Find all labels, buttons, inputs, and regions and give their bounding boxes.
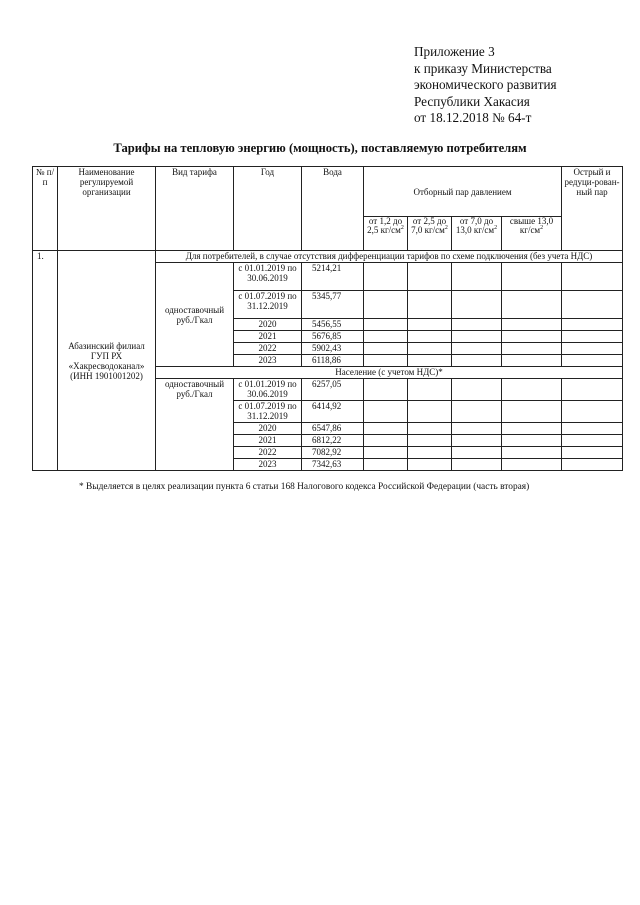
period-cell: 2023 bbox=[234, 355, 302, 367]
period-cell: с 01.07.2019 по 31.12.2019 bbox=[234, 291, 302, 319]
period-cell: с 01.01.2019 по 30.06.2019 bbox=[234, 379, 302, 401]
organization-name: Абазинский филиал ГУП РХ «Хакресводоканал» (ИНН 1901001202) bbox=[58, 251, 156, 471]
header-num: № п/п bbox=[33, 167, 58, 251]
section-heading: Население (с учетом НДС)* bbox=[156, 367, 623, 379]
period-cell: с 01.01.2019 по 30.06.2019 bbox=[234, 263, 302, 291]
water-value: 7342,63 bbox=[302, 459, 364, 471]
period-cell: 2021 bbox=[234, 331, 302, 343]
header-steam: Отборный пар давлением bbox=[364, 167, 562, 217]
footnote: * Выделяется в целях реализации пункта 6 статьи 168 Налогового кодекса Российской Федерации (часть вторая) bbox=[79, 482, 530, 492]
appendix-block bbox=[414, 44, 557, 127]
period-cell: 2020 bbox=[234, 319, 302, 331]
water-value: 5902,43 bbox=[302, 343, 364, 355]
water-value: 6414,92 bbox=[302, 401, 364, 423]
header-steam-sub: от 1,2 до 2,5 $кг/см^2$ bbox=[364, 217, 408, 251]
tariff-type: одноставочный руб./Гкал bbox=[156, 263, 234, 367]
appendix-line: от 18.12.2018 № 64-т bbox=[414, 110, 532, 126]
tariff-type: одноставочный руб./Гкал bbox=[156, 379, 234, 471]
header-steam-sub: от 2,5 до 7,0 $кг/см^2$ bbox=[408, 217, 452, 251]
header-water: Вода bbox=[302, 167, 364, 251]
tariff-table bbox=[32, 166, 623, 471]
period-cell: с 01.07.2019 по 31.12.2019 bbox=[234, 401, 302, 423]
header-steam-sub: от 7,0 до 13,0 $кг/см^2$ bbox=[452, 217, 502, 251]
period-cell: 2020 bbox=[234, 423, 302, 435]
header-org: Наименование регулируемой организации bbox=[58, 167, 156, 251]
water-value: 5345,77 bbox=[302, 291, 364, 319]
period-cell: 2022 bbox=[234, 447, 302, 459]
water-value: 5676,85 bbox=[302, 331, 364, 343]
water-value: 6547,86 bbox=[302, 423, 364, 435]
header-tariff-type: Вид тарифа bbox=[156, 167, 234, 251]
section-heading: Для потребителей, в случае отсутствия дифференциации тарифов по схеме подключения (без учета НДС) bbox=[156, 251, 623, 263]
period-cell: 2022 bbox=[234, 343, 302, 355]
appendix-line: экономического развития bbox=[414, 77, 557, 93]
period-cell: 2021 bbox=[234, 435, 302, 447]
water-value: 6257,05 bbox=[302, 379, 364, 401]
page-title: Тарифы на тепловую энергию (мощность), поставляемую потребителям bbox=[113, 141, 527, 155]
appendix-line: Приложение 3 bbox=[414, 44, 495, 59]
water-value: 5214,21 bbox=[302, 263, 364, 291]
appendix-line: к приказу Министерства bbox=[414, 60, 552, 76]
water-value: 5456,55 bbox=[302, 319, 364, 331]
header-steam-sub: свыше 13,0 $кг/см^2$ bbox=[502, 217, 562, 251]
header-year: Год bbox=[234, 167, 302, 251]
row-number: 1. bbox=[33, 251, 58, 471]
appendix-line: Республики Хакасия bbox=[414, 93, 530, 109]
water-value: 6118,86 bbox=[302, 355, 364, 367]
water-value: 7082,92 bbox=[302, 447, 364, 459]
header-sharp-steam: Острый и редуци-рован-ный пар bbox=[562, 167, 623, 251]
water-value: 6812,22 bbox=[302, 435, 364, 447]
period-cell: 2023 bbox=[234, 459, 302, 471]
